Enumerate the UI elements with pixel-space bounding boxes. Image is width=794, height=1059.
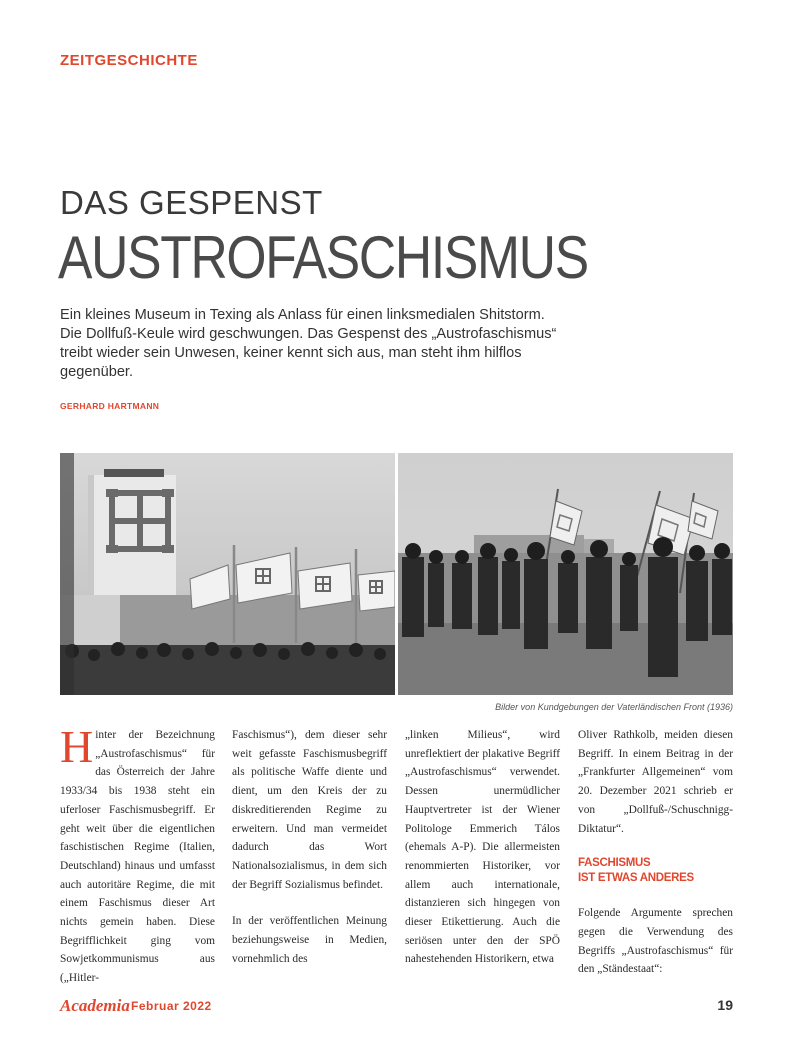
drop-cap: H (60, 721, 94, 772)
page-number: 19 (717, 997, 733, 1013)
body-column-2 (232, 726, 387, 968)
photo-caption: Bilder von Kundgebungen der Vaterländischen Front (1936) (495, 702, 733, 712)
body-paragraph: „linken Milieus“, wird unreflektiert der plakative Begriff „Austrofaschismus“ verwendet. Dessen unermüdlicher Hauptvertreter ist der Wiener Politologe Emmerich Tálos (ehemals A-P). Die allermeisten renommierten Historiker, vor allem auch internationale, distanzieren sich hingegen von dieser Etikettierung. Auch die seriösen unter den der SPÖ nahestehenden Historikern, etwa (405, 729, 560, 966)
body-paragraph: Folgende Argumente sprechen gegen die Verwendung des Begriffs „Austrofaschismus“ für den „Ständestaat“: (578, 907, 733, 976)
subheading-line-1: FASCHISMUS (578, 857, 651, 870)
rally-monument-photo (60, 453, 395, 695)
issue-date: Februar 2022 (131, 999, 212, 1013)
body-paragraph: Oliver Rathkolb, meiden diesen Begriff. In einem Beitrag in der „Frankfurter Allgemeinen“ vom 20. Dezember 2021 schrieb er von „Dollfuß-/Schuschnigg-Diktatur“. (578, 729, 733, 835)
body-text: inter der Bezeichnung „Austrofaschismus“ für das Österreich der Jahre 1933/34 bis 1938 steht ein uferloser Faschismusbegriff. Er geht weit über die eigentlichen faschistischen Regime (Italien, Deutschland) hinaus und umfasst auch autoritäre Regime, die mit einem Faschismus dieser Art nichts gemein haben. Diese Begrifflichkeit ging vom Sowjetkommunismus aus („Hitler- (60, 729, 215, 985)
headline-kicker: DAS GESPENST (60, 184, 323, 221)
magazine-logo: Academia (60, 996, 130, 1015)
author-byline: GERHARD HARTMANN (60, 401, 160, 411)
subheading-line-2: IST ETWAS ANDERES (578, 872, 694, 885)
marching-crowd-photo (398, 453, 733, 695)
subheading (578, 856, 733, 886)
lead-paragraph: Ein kleines Museum in Texing als Anlass für einen linksmedialen Shitstorm. Die Dollfuß-Keule wird geschwungen. Das Gespenst des „Austrofaschismus“ treibt wieder sein Unwesen, keiner kennt sich aus, man steht ihm hilflos gegenüber. (60, 307, 557, 380)
body-paragraph: Faschismus“), dem dieser sehr weit gefasste Faschismusbegriff als politische Waffe diente und dient, um den Kreis der zu diskreditierenden Regime zu erweitern. Und man vermeidet dadurch das Wort Nationalsozialismus, in dem sich der Begriff Sozialismus befindet. (232, 729, 387, 891)
body-column-4 (578, 726, 733, 979)
section-label: ZEITGESCHICHTE (60, 52, 198, 69)
body-paragraph: In der veröffentlichen Meinung beziehungsweise in Medien, vornehmlich des (232, 915, 387, 965)
headline: AUSTROFASCHISMUS (58, 224, 588, 291)
body-column-1 (60, 721, 215, 988)
body-column-3 (405, 726, 560, 969)
